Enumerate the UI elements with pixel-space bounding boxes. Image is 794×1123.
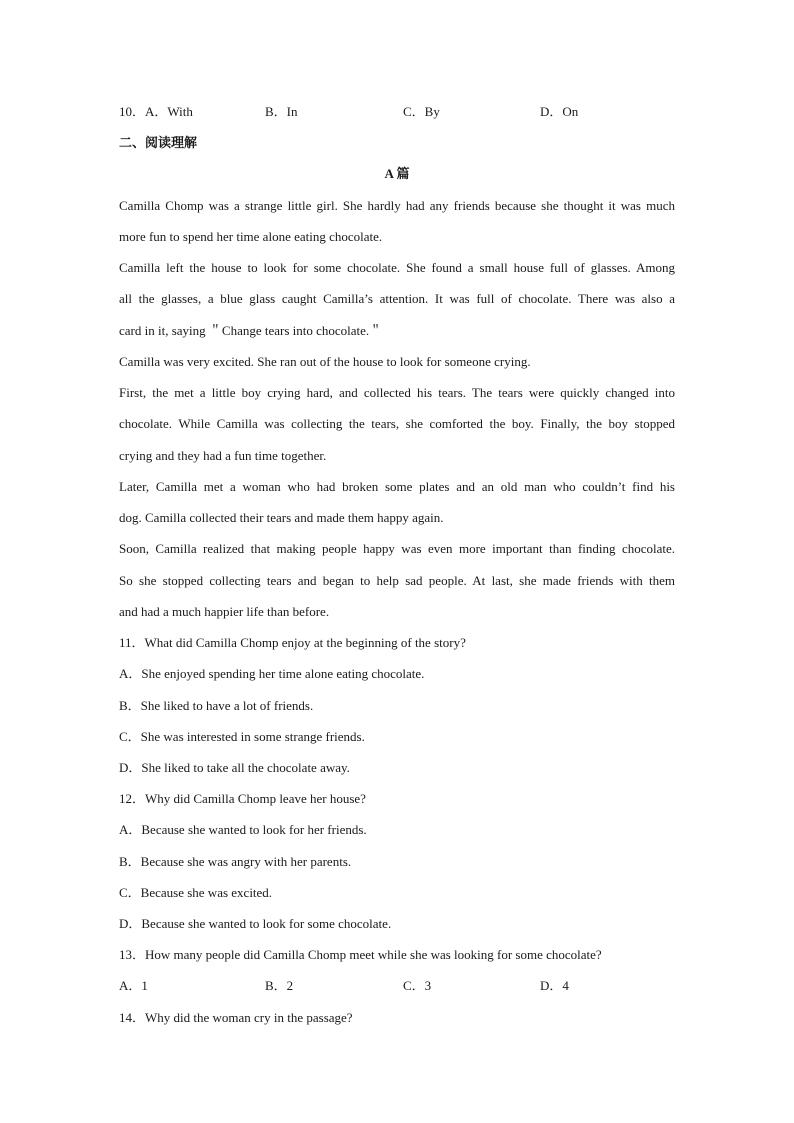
passage-line: card in it, saying ＂Change tears into chocolate.＂ <box>119 323 383 338</box>
passage-line: more fun to spend her time alone eating chocolate. <box>119 229 383 244</box>
q12-option-c: C．Because she was excited. <box>119 885 273 900</box>
q12-option-b: B．Because she was angry with her parents. <box>119 854 352 869</box>
passage-line: and had a much happier life than before. <box>119 604 330 619</box>
q14-stem: 14．Why did the woman cry in the passage? <box>119 1010 353 1025</box>
passage-line: chocolate. While Camilla was collecting the tears, she comforted the boy. Finally, the boy stopped <box>119 416 675 431</box>
q10-options <box>119 104 675 120</box>
q10-option-c: C．By <box>403 104 440 119</box>
q10-option-a: 10．A．With <box>119 104 193 119</box>
passage-line: Camilla was very excited. She ran out of the house to look for someone crying. <box>119 354 531 369</box>
q12-option-a: A．Because she wanted to look for her friends. <box>119 822 367 837</box>
q11-stem: 11．What did Camilla Chomp enjoy at the beginning of the story? <box>119 635 466 650</box>
passage-line: Soon, Camilla realized that making people happy was even more important than finding chocolate. <box>119 541 675 556</box>
passage-line: Camilla Chomp was a strange little girl. She hardly had any friends because she thought it was much <box>119 198 675 213</box>
q13-option-a: A．1 <box>119 978 148 993</box>
section-heading: 二、阅读理解 <box>119 135 198 150</box>
passage-line: all the glasses, a blue glass caught Camilla’s attention. It was full of chocolate. There was also a <box>119 291 675 306</box>
q11-option-d: D．She liked to take all the chocolate away. <box>119 760 350 775</box>
passage-title: A 篇 <box>384 166 410 181</box>
q13-options <box>119 978 675 994</box>
passage-line: So she stopped collecting tears and began to help sad people. At last, she made friends with them <box>119 573 675 588</box>
passage-line: First, the met a little boy crying hard, and collected his tears. The tears were quickly changed into <box>119 385 675 400</box>
q13-stem: 13．How many people did Camilla Chomp meet while she was looking for some chocolate? <box>119 947 602 962</box>
q13-option-b: B．2 <box>265 978 294 993</box>
q12-option-d: D．Because she wanted to look for some chocolate. <box>119 916 392 931</box>
q11-option-b: B．She liked to have a lot of friends. <box>119 698 314 713</box>
passage-line: dog. Camilla collected their tears and made them happy again. <box>119 510 444 525</box>
passage-line: crying and they had a fun time together. <box>119 448 327 463</box>
q10-option-b: B．In <box>265 104 298 119</box>
q11-option-c: C．She was interested in some strange friends. <box>119 729 365 744</box>
passage-line: Later, Camilla met a woman who had broken some plates and an old man who couldn’t find his <box>119 479 675 494</box>
q12-stem: 12．Why did Camilla Chomp leave her house? <box>119 791 366 806</box>
passage-line: Camilla left the house to look for some chocolate. She found a small house full of glasses. Among <box>119 260 675 275</box>
q10-option-d: D．On <box>540 104 579 119</box>
q13-option-d: D．4 <box>540 978 569 993</box>
q11-option-a: A．She enjoyed spending her time alone eating chocolate. <box>119 666 425 681</box>
q13-option-c: C．3 <box>403 978 432 993</box>
